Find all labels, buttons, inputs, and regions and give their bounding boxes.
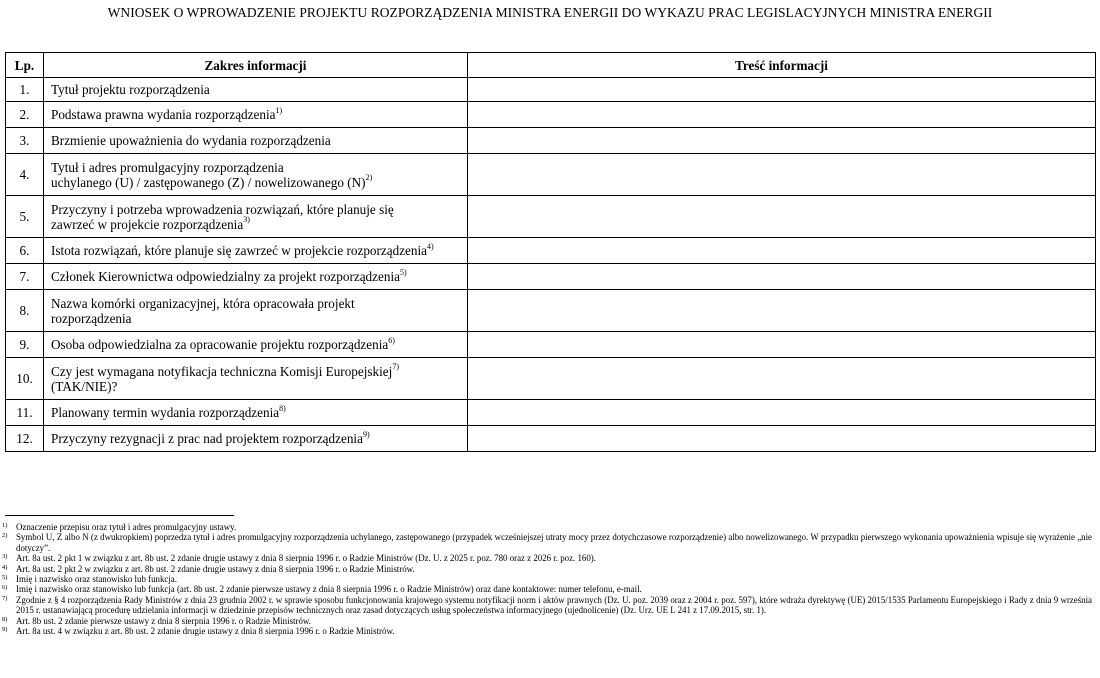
table-row — [6, 332, 1096, 358]
row-label-cell — [44, 128, 468, 154]
row-number: 9. — [6, 332, 44, 358]
row-number: 4. — [6, 154, 44, 196]
row-label: Podstawa prawna wydania rozporządzenia — [51, 107, 276, 122]
row-label: Przyczyny i potrzeba wprowadzenia rozwiązań, które planuje się — [51, 201, 394, 217]
row-number: 6. — [6, 238, 44, 264]
row-content-field[interactable] — [468, 264, 1096, 290]
row-label-cell — [44, 196, 468, 238]
footnote-text: Imię i nazwisko oraz stanowisko lub funkcja (art. 8b ust. 2 zdanie pierwsze ustawy z dnia 8 sierpnia 1996 r. o Radzie Ministrów) oraz dane kontaktowe: numer telefonu, e-mail. — [16, 584, 642, 595]
footnote-number: 4) — [2, 563, 8, 571]
table-row — [6, 238, 1096, 264]
row-number: 12. — [6, 426, 44, 452]
footnote-reference: 6) — [388, 335, 395, 345]
row-number: 1. — [6, 78, 44, 102]
row-label: Osoba odpowiedzialna za opracowanie projektu rozporządzenia — [51, 337, 389, 352]
table-row — [6, 78, 1096, 102]
footnote-number: 1) — [2, 522, 8, 529]
row-content-field[interactable] — [468, 78, 1096, 102]
row-label: Tytuł projektu rozporządzenia — [51, 82, 210, 97]
row-label-cell — [44, 78, 468, 102]
row-label-cell — [44, 238, 468, 264]
footnote — [2, 595, 1092, 616]
row-content-field[interactable] — [468, 332, 1096, 358]
row-label-continued: uchylanego (U) / zastępowanego (Z) / nowelizowanego (N) — [51, 174, 366, 190]
footnote-reference: 3) — [243, 215, 250, 225]
row-number: 11. — [6, 400, 44, 426]
row-label: Tytuł i adres promulgacyjny rozporządzenia — [51, 159, 284, 175]
row-number: 2. — [6, 102, 44, 128]
row-label-cell — [44, 102, 468, 128]
row-content-field[interactable] — [468, 128, 1096, 154]
row-label: Członek Kierownictwa odpowiedzialny za projekt rozporządzenia — [51, 269, 400, 284]
footnote — [2, 532, 1092, 553]
footnote-text: Imię i nazwisko oraz stanowisko lub funkcja. — [16, 574, 177, 585]
footnote — [2, 584, 1092, 594]
row-content-field[interactable] — [468, 238, 1096, 264]
row-label: Przyczyny rezygnacji z prac nad projektem rozporządzenia — [51, 431, 363, 446]
footnote-separator — [5, 515, 234, 516]
row-content-field[interactable] — [468, 102, 1096, 128]
header-tresc-informacji: Treść informacji — [468, 53, 1096, 78]
footnote — [2, 553, 1092, 563]
row-number: 5. — [6, 196, 44, 238]
table-row — [6, 426, 1096, 452]
document-title: WNIOSEK O WPROWADZENIE PROJEKTU ROZPORZĄDZENIA MINISTRA ENERGII DO WYKAZU PRAC LEGISLACYJNYCH MINISTRA ENERGII — [107, 5, 993, 20]
header-zakres-informacji: Zakres informacji — [44, 53, 468, 78]
table-header-row — [6, 53, 1096, 78]
table-row — [6, 264, 1096, 290]
table-row — [6, 196, 1096, 238]
row-label: Czy jest wymagana notyfikacja techniczna Komisji Europejskiej — [51, 363, 393, 379]
row-number: 7. — [6, 264, 44, 290]
footnote-number: 8) — [2, 615, 8, 623]
footnote-text: Art. 8b ust. 2 zdanie pierwsze ustawy z dnia 8 sierpnia 1996 r. o Radzie Ministrów. — [16, 615, 311, 626]
row-label: Nazwa komórki organizacyjnej, która opracowała projekt — [51, 295, 355, 311]
footnote-reference: 7) — [392, 362, 399, 372]
information-table — [5, 52, 1096, 452]
footnote — [2, 564, 1092, 574]
footnote-text: Oznaczenie przepisu oraz tytuł i adres promulgacyjny ustawy. — [16, 522, 237, 532]
footnote-number: 2) — [2, 532, 8, 540]
row-label-cell — [44, 426, 468, 452]
table-row — [6, 290, 1096, 332]
table-row — [6, 400, 1096, 426]
footnote-number: 5) — [2, 574, 8, 582]
table-row — [6, 358, 1096, 400]
footnote-number: 6) — [2, 584, 8, 592]
row-label-continued: rozporządzenia — [51, 310, 132, 326]
row-content-field[interactable] — [468, 358, 1096, 400]
row-label: Planowany termin wydania rozporządzenia — [51, 405, 280, 420]
row-label: Istota rozwiązań, które planuje się zawrzeć w projekcie rozporządzenia — [51, 243, 428, 258]
row-label: Brzmienie upoważnienia do wydania rozporządzenia — [51, 133, 331, 148]
footnote-text: Symbol U, Z albo N (z dwukropkiem) poprzedza tytuł i adres promulgacyjny rozporządzenia uchylanego, zastępowanego (przypadek wcześniejszej utraty mocy przez dotychczasowe rozporządzenie) albo nowelizowanego. W przypadku pierwszego wykonania upoważnienia wpisuje się wyrażenie „nie dotyczy”. — [16, 532, 1092, 553]
row-content-field[interactable] — [468, 400, 1096, 426]
row-number: 10. — [6, 358, 44, 400]
footnote-reference: 5) — [399, 267, 407, 277]
table-row — [6, 102, 1096, 128]
row-content-field[interactable] — [468, 154, 1096, 196]
footnote — [2, 522, 1092, 532]
footnote-reference: 4) — [427, 241, 434, 251]
row-label-cell — [44, 290, 468, 332]
footnote-text: Zgodnie z § 4 rozporządzenia Rady Ministrów z dnia 23 grudnia 2002 r. w sprawie sposobu funkcjonowania krajowego systemu notyfikacji norm i aktów prawnych (Dz. U. poz. 2039 oraz z 2004 r. poz. 597), które wdraża dyrektywę (UE) 2015/1535 Parlamentu Europejskiego i Rady z dnia 9 września 2015 r. ustanawiającą procedurę udzielania informacji w dziedzinie przepisów technicznych oraz zasad dotyczących usług społeczeństwa informacyjnego (ujednolicenie) (Dz. Urz. UE L 241 z 17.09.2015, str. 1). — [16, 594, 1092, 616]
row-number: 8. — [6, 290, 44, 332]
footnote-number: 3) — [2, 553, 8, 561]
footnote-reference: 8) — [279, 403, 286, 413]
table-body — [6, 78, 1096, 452]
footnote-text: Art. 8a ust. 4 w związku z art. 8b ust. 2 zdanie drugie ustawy z dnia 8 sierpnia 1996 r. o Radzie Ministrów. — [16, 626, 395, 637]
footnote-text: Art. 8a ust. 2 pkt 1 w związku z art. 8b ust. 2 zdanie drugie ustawy z dnia 8 sierpnia 1996 r. o Radzie Ministrów (Dz. U. z 2025 r. poz. 780 oraz z 2026 r. poz. 160). — [16, 553, 596, 564]
row-label-cell — [44, 264, 468, 290]
footnote-reference: 1) — [275, 105, 283, 115]
row-number: 3. — [6, 128, 44, 154]
row-content-field[interactable] — [468, 290, 1096, 332]
header-lp: Lp. — [6, 53, 44, 78]
footnote-reference: 9) — [362, 429, 370, 439]
row-label-cell — [44, 332, 468, 358]
footnote — [2, 626, 1092, 636]
row-label-cell — [44, 400, 468, 426]
table-row — [6, 154, 1096, 196]
footnote-reference: 2) — [365, 173, 373, 183]
row-label-continued: (TAK/NIE)? — [51, 378, 118, 394]
row-label-continued: zawrzeć w projekcie rozporządzenia — [51, 216, 244, 232]
footnotes — [2, 522, 1092, 636]
footnote-number: 9) — [2, 626, 8, 634]
table-row — [6, 128, 1096, 154]
footnote — [2, 574, 1092, 584]
footnote-number: 7) — [2, 594, 8, 602]
footnote — [2, 616, 1092, 626]
footnote-text: Art. 8a ust. 2 pkt 2 w związku z art. 8b ust. 2 zdanie drugie ustawy z dnia 8 sierpnia 1996 r. o Radzie Ministrów. — [16, 563, 415, 574]
row-content-field[interactable] — [468, 426, 1096, 452]
row-label-cell — [44, 358, 468, 400]
row-label-cell — [44, 154, 468, 196]
row-content-field[interactable] — [468, 196, 1096, 238]
